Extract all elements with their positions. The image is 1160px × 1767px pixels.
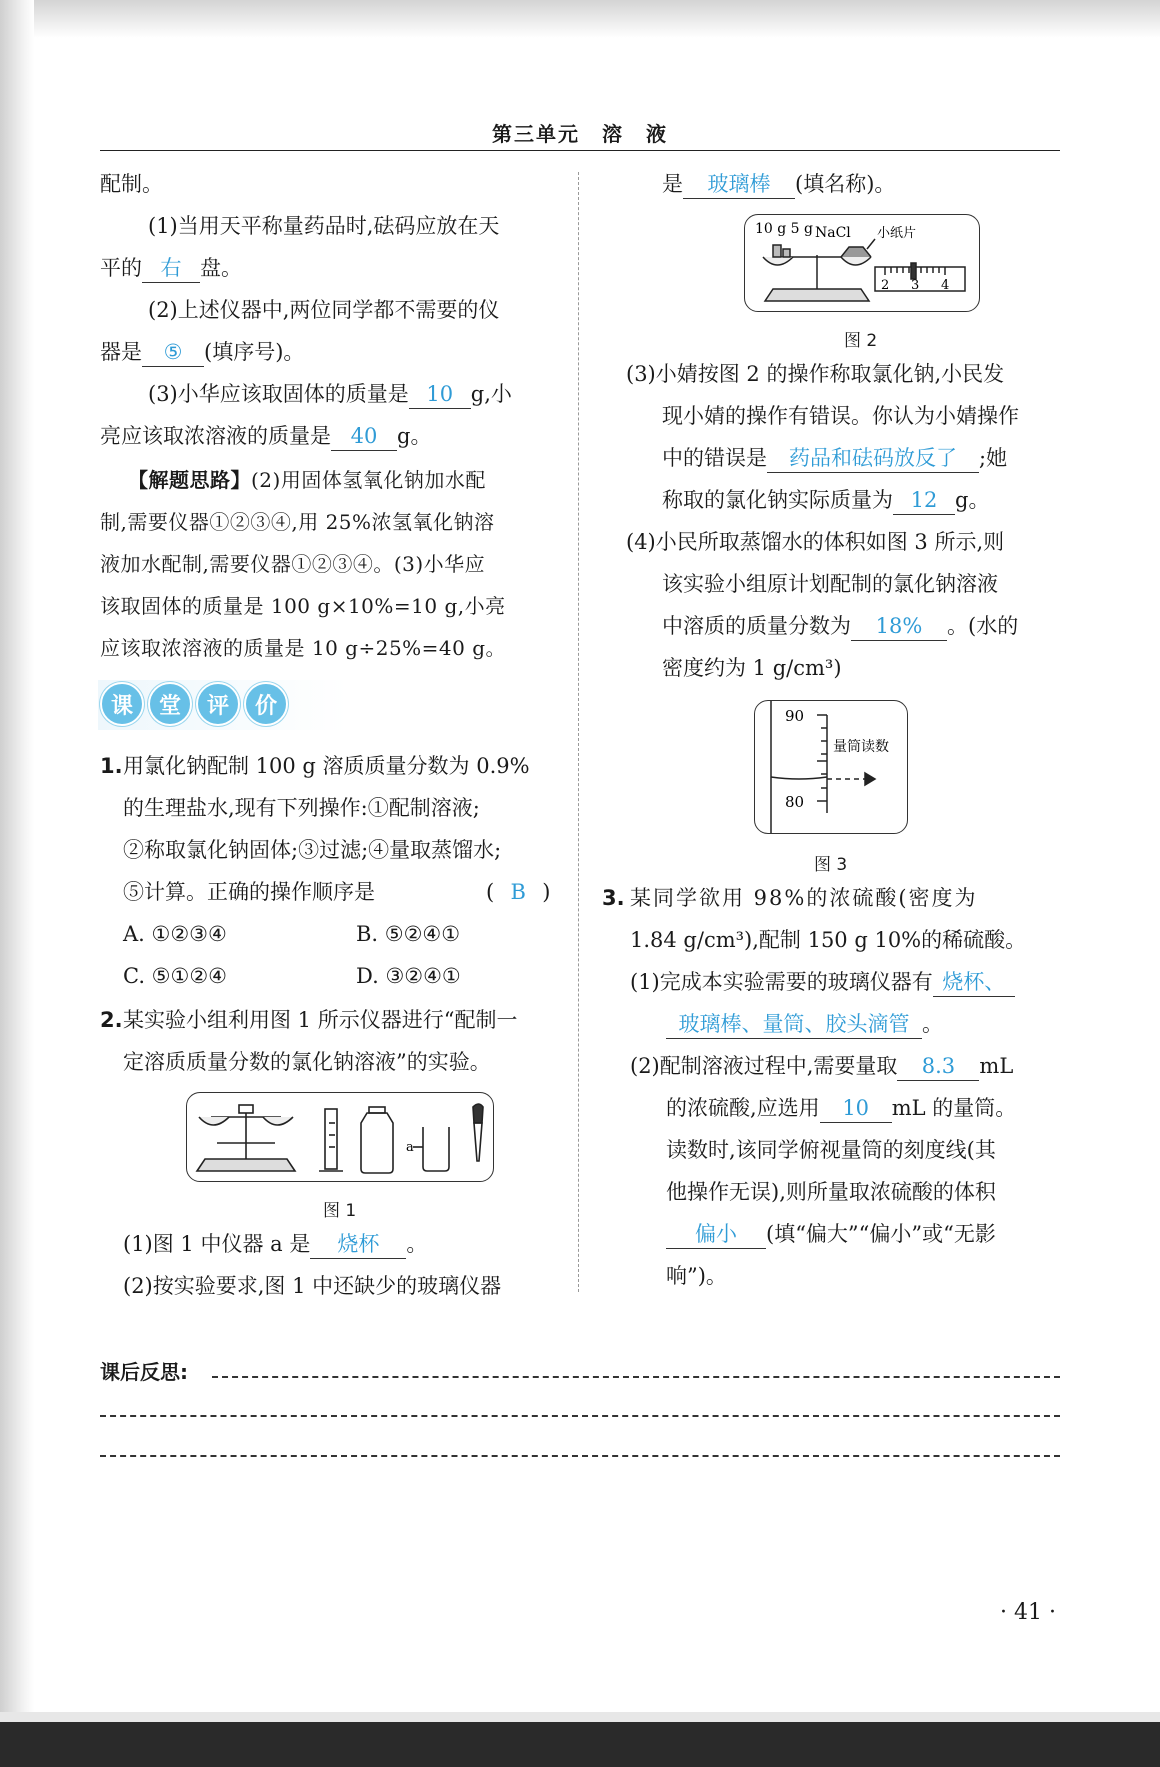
- fig2-tick-label: 4: [941, 278, 950, 293]
- hint-line-2: 制,需要仪器①②③④,用 25%浓氢氧化钠溶: [100, 510, 495, 534]
- answer-blank[interactable]: 10: [409, 380, 471, 409]
- badge-char: 价: [244, 682, 288, 726]
- r-q4-d: 密度约为 1 g/cm³): [662, 656, 842, 680]
- reflection-line[interactable]: [100, 1415, 1060, 1417]
- p3-q1-a: (1)完成本实验需要的玻璃仪器有 烧杯、: [630, 968, 1015, 997]
- q3-line-b: 亮应该取浓溶液的质量是 40 g。: [100, 422, 431, 451]
- p3-q1-b: 玻璃棒、量筒、胶头滴管 。: [666, 1010, 943, 1039]
- p3-line-b: 1.84 g/cm³),配制 150 g 10%的稀硫酸。: [630, 928, 1027, 952]
- problem-2-number: 2.: [100, 1008, 123, 1032]
- option-c: C. ⑤①②④: [123, 964, 227, 988]
- fig3-top-mark: 90: [785, 707, 805, 725]
- p3-q2-d: 他操作无误),则所量取浓硫酸的体积: [666, 1180, 996, 1204]
- r-line-1: 是 玻璃棒 (填名称)。: [662, 170, 895, 199]
- problem-1-number: 1.: [100, 754, 123, 778]
- answer-blank[interactable]: 玻璃棒: [683, 170, 795, 199]
- answer-blank[interactable]: 玻璃棒、量筒、胶头滴管: [666, 1010, 922, 1039]
- hint-line-1: 【解题思路】(2)用固体氢氧化钠加水配: [128, 468, 486, 492]
- p3-q2-b: 的浓硫酸,应选用 10 mL 的量筒。: [666, 1094, 1016, 1123]
- page-bottom-strip: [0, 1712, 1160, 1722]
- answer-blank[interactable]: 烧杯、: [933, 968, 1015, 997]
- r-q3-a: (3)小婧按图 2 的操作称取氯化钠,小民发: [626, 362, 1005, 386]
- figure-3-box: [754, 700, 908, 834]
- section-badge: [100, 682, 288, 728]
- p2-line-a: 某实验小组利用图 1 所示仪器进行“配制一: [123, 1008, 518, 1032]
- q3-line-a: (3)小华应该取固体的质量是 10 g,小: [148, 380, 512, 409]
- instrument-label-a: a: [406, 1140, 414, 1155]
- fig3-reading-label: 量筒读数: [833, 739, 889, 755]
- badge-char: 评: [196, 682, 240, 726]
- fig2-nacl-label: NaCl: [815, 225, 851, 241]
- option-a: A. ①②③④: [123, 922, 227, 946]
- answer-choice[interactable]: B: [510, 880, 526, 904]
- option-d: D. ③②④①: [356, 964, 461, 988]
- answer-blank[interactable]: 8.3: [897, 1052, 979, 1081]
- page-shadow-top: [0, 0, 1160, 38]
- p2-q1: (1)图 1 中仪器 a 是 烧杯 。: [123, 1230, 427, 1259]
- hint-line-5: 应该取浓溶液的质量是 10 g÷25%=40 g。: [100, 636, 507, 660]
- left-line-1: 配制。: [100, 172, 163, 196]
- balance-weighing-illustration: [745, 215, 979, 311]
- page-header: 第三单元 溶 液: [492, 122, 668, 146]
- bottom-bar: [0, 1722, 1160, 1767]
- figure-1-box: [186, 1092, 494, 1182]
- fig2-weights-label: 10 g 5 g: [755, 221, 813, 237]
- graduated-cylinder-reading-illustration: [755, 701, 907, 833]
- p3-q2-a: (2)配制溶液过程中,需要量取 8.3 mL: [630, 1052, 1013, 1081]
- q1-line-b: 平的 右 盘。: [100, 254, 242, 283]
- answer-blank[interactable]: 18%: [851, 612, 947, 641]
- answer-blank[interactable]: 12: [893, 486, 955, 515]
- p1-line-c: ②称取氯化钠固体;③过滤;④量取蒸馏水;: [123, 838, 502, 862]
- answer-blank[interactable]: 10: [820, 1094, 892, 1123]
- p1-answer-paren: ( B ): [486, 880, 551, 904]
- r-q4-a: (4)小民所取蒸馏水的体积如图 3 所示,则: [626, 530, 1005, 554]
- fig2-paper-label: 小纸片: [877, 226, 917, 241]
- badge-char: 堂: [148, 682, 192, 726]
- figure-1-caption: 图 1: [323, 1201, 357, 1221]
- r-q3-b: 现小婧的操作有错误。你认为小婧操作: [662, 404, 1019, 428]
- answer-blank[interactable]: 右: [142, 254, 200, 283]
- reflection-label: 课后反思:: [100, 1360, 188, 1384]
- answer-blank[interactable]: 40: [331, 422, 397, 451]
- r-q3-d: 称取的氯化钠实际质量为 12 g。: [662, 486, 989, 515]
- hint-line-4: 该取固体的质量是 100 g×10%=10 g,小亮: [100, 594, 506, 618]
- option-b: B. ⑤②④①: [356, 922, 461, 946]
- answer-blank[interactable]: 偏小: [666, 1220, 766, 1249]
- p3-q2-f: 响”)。: [666, 1264, 727, 1288]
- p3-line-a: 某同学欲用 98%的浓硫酸(密度为: [630, 886, 978, 910]
- fig2-tick-label: 3: [911, 278, 920, 293]
- figure-2-caption: 图 2: [844, 331, 878, 351]
- p1-line-d: ⑤计算。正确的操作顺序是: [123, 880, 375, 904]
- r-q3-c: 中的错误是 药品和砝码放反了 ;她: [662, 444, 1007, 473]
- p3-q2-e: 偏小 (填“偏大”“偏小”或“无影: [666, 1220, 996, 1249]
- fig2-tick-label: 2: [881, 278, 890, 293]
- p1-line-a: 用氯化钠配制 100 g 溶质质量分数为 0.9%: [123, 754, 530, 778]
- fig3-bottom-mark: 80: [785, 793, 805, 811]
- reflection-line[interactable]: [212, 1376, 1060, 1378]
- q1-line-a: (1)当用天平称量药品时,砝码应放在天: [148, 214, 500, 238]
- page-shadow-left: [0, 0, 34, 1767]
- answer-blank[interactable]: 烧杯: [310, 1230, 406, 1259]
- p3-q2-c: 读数时,该同学俯视量筒的刻度线(其: [666, 1138, 996, 1162]
- lab-instruments-illustration: [187, 1093, 493, 1181]
- figure-3-caption: 图 3: [814, 855, 848, 875]
- p1-line-b: 的生理盐水,现有下列操作:①配制溶液;: [123, 796, 480, 820]
- figure-2-box: [744, 214, 980, 312]
- answer-blank[interactable]: 药品和砝码放反了: [767, 444, 979, 473]
- reflection-line[interactable]: [100, 1455, 1060, 1457]
- badge-char: 课: [100, 682, 144, 726]
- answer-blank[interactable]: ⑤: [142, 338, 204, 367]
- header-rule: [100, 150, 1060, 151]
- q2-line-a: (2)上述仪器中,两位同学都不需要的仪: [148, 298, 500, 322]
- page-number: · 41 ·: [1000, 1600, 1056, 1625]
- problem-3-number: 3.: [602, 886, 625, 910]
- hint-line-3: 液加水配制,需要仪器①②③④。(3)小华应: [100, 552, 486, 576]
- r-q4-b: 该实验小组原计划配制的氯化钠溶液: [662, 572, 998, 596]
- column-divider: [578, 172, 579, 1292]
- r-q4-c: 中溶质的质量分数为 18% 。(水的: [662, 612, 1018, 641]
- q2-line-b: 器是 ⑤ (填序号)。: [100, 338, 304, 367]
- p2-q2: (2)按实验要求,图 1 中还缺少的玻璃仪器: [123, 1274, 502, 1298]
- p2-line-b: 定溶质质量分数的氯化钠溶液”的实验。: [123, 1050, 491, 1074]
